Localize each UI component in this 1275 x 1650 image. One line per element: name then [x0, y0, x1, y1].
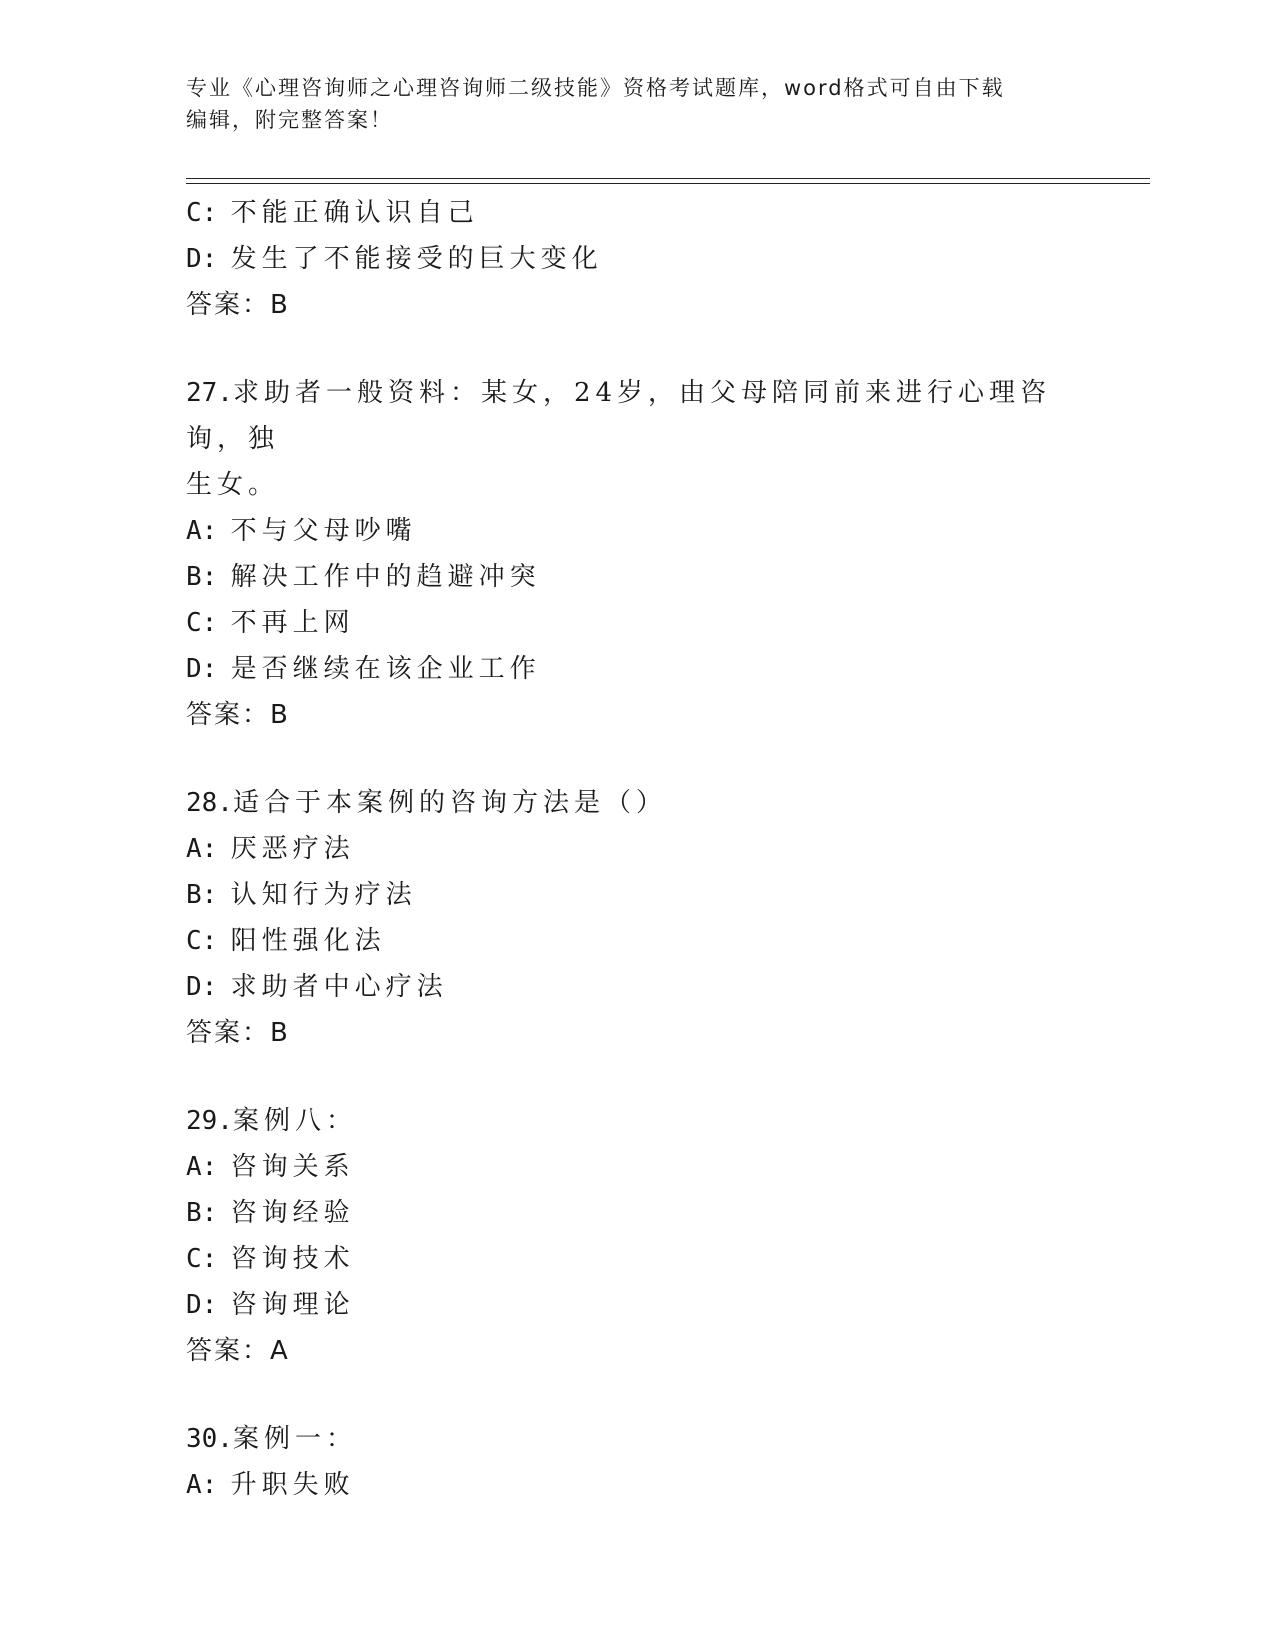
- header-line-1: 专业《心理咨询师之心理咨询师二级技能》资格考试题库，word格式可自由下载: [186, 76, 1005, 100]
- question-text: 30.案例一：: [186, 1424, 357, 1454]
- option-c: C: 不能正确认识自己: [186, 198, 479, 228]
- option-b: B: 解决工作中的趋避冲突: [186, 562, 541, 592]
- option-a: A: 升职失败: [186, 1470, 355, 1500]
- option-d: D: 发生了不能接受的巨大变化: [186, 244, 603, 274]
- option-b: B: 咨询经验: [186, 1198, 355, 1228]
- question-30: [186, 1416, 1086, 1508]
- option-d: D: 咨询理论: [186, 1290, 355, 1320]
- question-list: [186, 190, 1086, 1508]
- question-26-continued: [186, 190, 1086, 328]
- question-27: [186, 370, 1086, 738]
- document-header: [186, 72, 1086, 136]
- option-c: C: 咨询技术: [186, 1244, 355, 1274]
- question-text: 28.适合于本案例的咨询方法是（）: [186, 788, 667, 818]
- answer-line: 答案：B: [186, 290, 290, 320]
- option-d: D: 求助者中心疗法: [186, 972, 448, 1002]
- question-29: [186, 1098, 1086, 1374]
- header-divider-top: [186, 178, 1150, 179]
- option-a: A: 不与父母吵嘴: [186, 516, 417, 546]
- option-a: A: 厌恶疗法: [186, 834, 355, 864]
- question-text: 29.案例八：: [186, 1106, 357, 1136]
- question-text: 27.求助者一般资料：某女，24岁，由父母陪同前来进行心理咨询，独 生女。: [186, 378, 1052, 500]
- option-b: B: 认知行为疗法: [186, 880, 417, 910]
- answer-line: 答案：B: [186, 1018, 290, 1048]
- option-c: C: 不再上网: [186, 608, 355, 638]
- option-a: A: 咨询关系: [186, 1152, 355, 1182]
- header-line-2: 编辑，附完整答案！: [186, 108, 393, 132]
- option-c: C: 阳性强化法: [186, 926, 386, 956]
- answer-line: 答案：A: [186, 1336, 290, 1366]
- option-d: D: 是否继续在该企业工作: [186, 654, 541, 684]
- answer-line: 答案：B: [186, 700, 290, 730]
- header-divider-bottom: [186, 183, 1150, 184]
- question-28: [186, 780, 1086, 1056]
